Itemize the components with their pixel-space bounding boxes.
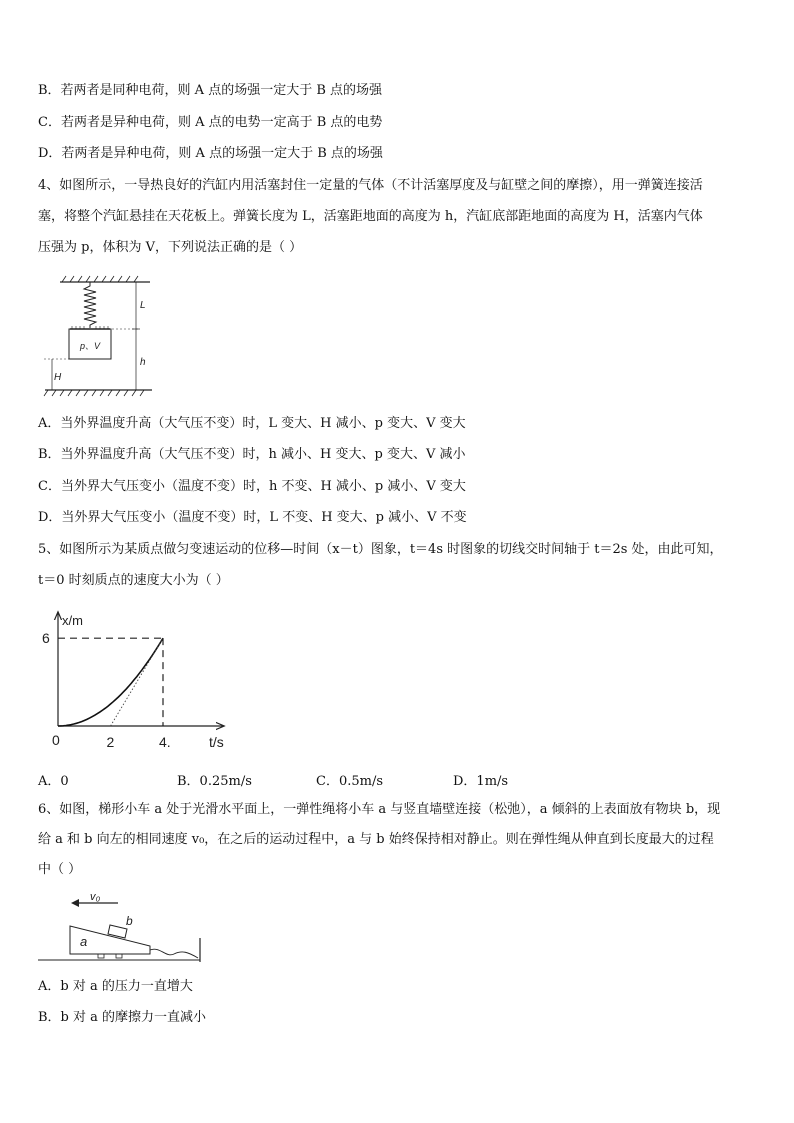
wheel-icon [116,954,122,958]
q5-option-a: A．0 [38,774,69,789]
q5-option-b: B．0.25m/s [177,774,252,789]
q4-stem-line-2: 塞，将整个汽缸悬挂在天花板上。弹簧长度为 L，活塞距地面的高度为 h，汽缸底部距地面的高度为 H，活塞内气体 [38,209,703,224]
q4-option-a: A．当外界温度升高（大气压不变）时，L 变大、H 减小、p 变大、V 变大 [38,416,466,431]
x-axis-label: t/s [209,734,224,750]
q4-option-d: D．当外界大气压变小（温度不变）时，L 不变、H 变大、p 减小、V 不变 [38,510,467,525]
q5-stem-line-2: t＝0 时刻质点的速度大小为（ ） [38,573,229,588]
q5-stem-line-1: 5、如图所示为某质点做匀变速运动的位移—时间（x－t）图象，t＝4s 时图象的切线交时间轴于 t＝2s 处，由此可知， [38,542,723,557]
x-tick-label: 4. [159,734,171,750]
q6-trapezoid-cart-figure [38,888,208,968]
q6-option-b: B．b 对 a 的摩擦力一直减小 [38,1010,207,1025]
elastic-rope [150,949,198,958]
q3-option-c: C．若两者是异种电荷，则 A 点的电势一定高于 B 点的电势 [38,115,383,130]
q6-fig-label-a: a [80,934,88,949]
wheel-icon [98,954,104,958]
q4-stem-line-1: 4、如图所示，一导热良好的汽缸内用活塞封住一定量的气体（不计活塞厚度及与缸壁之间的摩擦），用一弹簧连接活 [38,178,703,193]
q6-stem-line-2: 给 a 和 b 向左的相同速度 v₀，在之后的运动过程中，a 与 b 始终保持相对静止。则在弹性绳从伸直到长度最大的过程 [38,832,714,847]
q6-stem-line-3: 中（ ） [38,862,82,877]
q6-option-a: A．b 对 a 的压力一直增大 [38,979,193,994]
q4-fig-label-pv: p、V [80,341,101,351]
q4-fig-label-h: h [140,357,146,368]
q4-option-c: C．当外界大气压变小（温度不变）时，h 不变、H 减小、p 减小、V 变大 [38,479,466,494]
q5-option-d: D．1m/s [453,774,509,789]
q4-fig-label-L: L [140,300,146,311]
origin-label: 0 [52,732,60,748]
q4-option-b: B．当外界温度升高（大气压不变）时，h 减小、H 变大、p 变大、V 减小 [38,447,466,462]
q3-option-d: D．若两者是异种电荷，则 A 点的场强一定大于 B 点的场强 [38,146,383,161]
displacement-curve [58,638,163,726]
q4-fig-label-H: H [54,372,62,383]
q3-option-b: B．若两者是同种电荷，则 A 点的场强一定大于 B 点的场强 [38,83,383,98]
q6-stem-line-1: 6、如图，梯形小车 a 处于光滑水平面上，一弹性绳将小车 a 与竖直墙壁连接（松弛），a 倾斜的上表面放有物块 b，现 [38,802,721,817]
q5-option-c: C．0.5m/s [316,774,383,789]
q5-xt-chart [40,605,250,755]
x-tick-label: 2 [106,734,115,750]
y-tick-label: 6 [42,630,50,647]
q4-spring-cylinder-figure [40,270,160,400]
q6-fig-label-b: b [126,914,133,928]
velocity-arrow-icon [71,899,79,907]
q6-fig-label-v0: v₀ [90,891,101,903]
y-axis-label: x/m [62,613,83,628]
q4-stem-line-3: 压强为 p，体积为 V，下列说法正确的是（ ） [38,240,303,255]
